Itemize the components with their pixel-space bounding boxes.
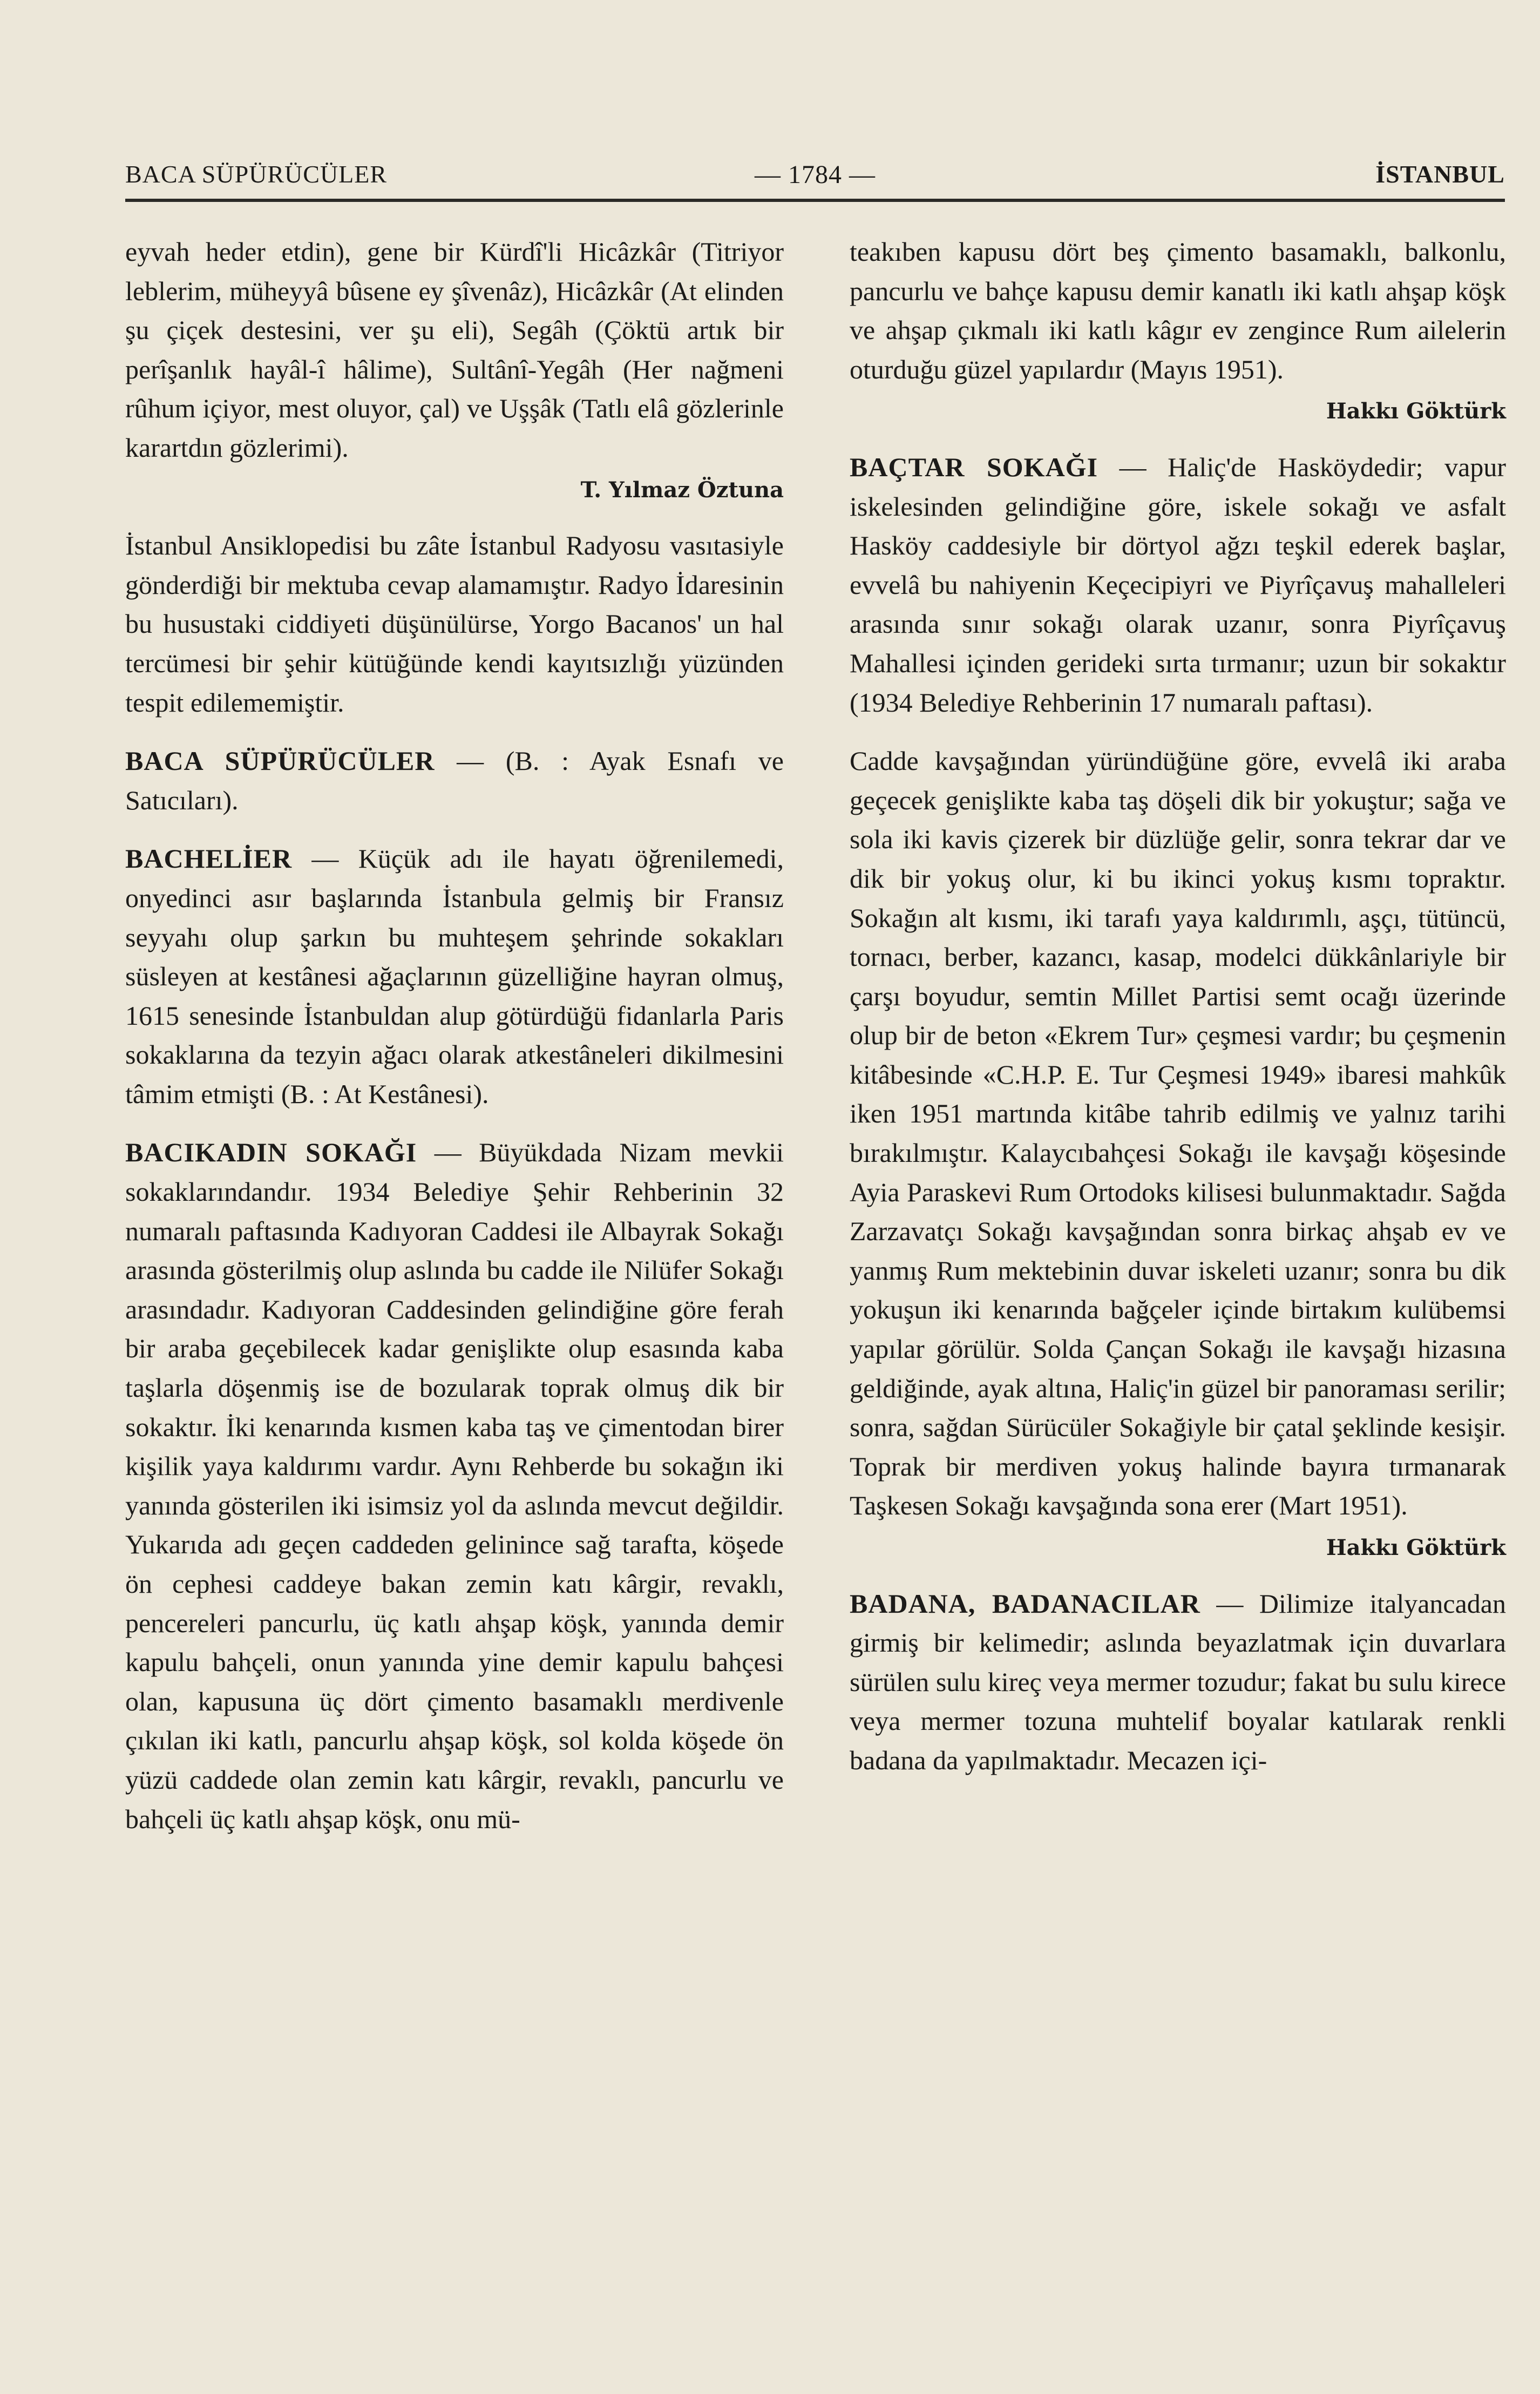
page-number: — 1784 — <box>755 160 876 189</box>
entry-headword: BACA SÜPÜRÜCÜLER <box>125 746 435 776</box>
running-header <box>125 154 1505 198</box>
entry-bactar-sokagi <box>850 448 1506 722</box>
entry-baca-supuruculer <box>125 741 784 820</box>
entry-text: — (B. : Ayak Esnafı ve Satıcıları). <box>125 746 784 815</box>
paragraph: eyvah heder etdin), gene bir Kürdî'li Hicâzkâr (Titriyor leblerim, müheyyâ bûsene ey şîvenâz), Hicâzkâr (At elinden şu çiçek destesini, ver şu eli), Segâh (Çöktü artık bir perîşanlık hayâl-î hâlime), Sultânî-Yegâh (Her nağmeni rûhum içiyor, mest oluyor, çal) ve Uşşâk (Tatlı elâ gözlerinle karartdın gözlerimi). <box>125 236 784 463</box>
author-signature: T. Yılmaz Öztuna <box>580 477 784 503</box>
author-signature: Hakkı Göktürk <box>1326 1535 1506 1560</box>
header-volume-title: İSTANBUL <box>1375 160 1505 188</box>
entry-headword: BACHELİER <box>125 843 293 874</box>
entry-bacikadin-sokagi <box>125 1133 784 1838</box>
entry-text: — Büyükdada Nizam mevkii sokaklarındandır. 1934 Belediye Şehir Rehberinin 32 numaralı paftasında Kadıyoran Caddesi ile Albayrak Sokağı arasında gösterilmiş olup aslında bu cadde ile Nilüfer Sokağı arasındadır. Kadıyoran Caddesinden gelindiğine göre ferah bir araba geçebilecek kadar genişlikte olup esasında kaba taşlarla döşenmiş ise de bozularak toprak olmuş dik bir sokaktır. İki kenarında kısmen kaba taş ve çimentodan birer kişilik yaya kaldırımı vardır. Aynı Rehberde bu sokağın iki yanında gösterilen iki isimsiz yol da aslında mevcut değildir. Yukarıda adı geçen caddeden gelinince sağ tarafta, köşede ön cephesi caddeye bakan zemin katı kârgir, revaklı, pencereleri pancurlu, üç katlı ahşap köşk, yanında demir kapulu bahçeli, onun yanında yine demir kapulu bahçesi olan, kapusuna üç dört çimento basamaklı merdivenle çıkılan iki katlı, pancurlu ahşap köşk, sol kolda köşede ön yüzü caddede olan zemin katı kârgir, revaklı, pancurlu ve bahçeli üç katlı ahşap köşk, onu mü- <box>125 1137 784 1834</box>
right-column <box>850 232 1506 1780</box>
paragraph: teakıben kapusu dört beş çimento basamaklı, balkonlu, pancurlu ve bahçe kapusu demir kanatlı iki katlı ahşap köşk ve ahşap çıkmalı iki katlı kâgır ev zengince Rum ailelerin oturduğu güzel yapılardır (Mayıs 1951). <box>850 236 1506 384</box>
paragraph: Cadde kavşağından yüründüğüne göre, evvelâ iki araba geçecek genişlikte kaba taş döşeli dik bir yokuştur; sağa ve sola iki kavis çizerek bir düzlüğe gelir, sonra tekrar dar ve dik bir yokuş olur, ki bu ikinci yokuş kısmı topraktır. Sokağın alt kısmı, iki tarafı yaya kaldırımlı, aşçı, tütüncü, tornacı, berber, kazancı, kasap, modelci dükkânlariyle bir çarşı boyudur, semtin Millet Partisi semt ocağı üzerinde olup bir de beton «Ekrem Tur» çeşmesi vardır; bu çeşmenin kitâbesinde «C.H.P. E. Tur Çeşmesi 1949» ibaresi mahkûk iken 1951 martında kitâbe tahrib edilmiş ve yalnız tarihi bırakılmıştır. Kalaycıbahçesi Sokağı ile kavşağı köşesinde Ayia Paraskevi Rum Ortodoks kilisesi bulunmaktadır. Sağda Zarzavatçı Sokağı kavşağından sonra birkaç ahşab ev ve yanmış Rum mektebinin duvar iskeleti uzanır; sonra bu dik yokuşun iki kenarında bağçeler içinde birtakım kulübemsi yapılar görülür. Solda Çançan Sokağı ile kavşağı hizasına geldiğinde, ayak altına, Haliç'in güzel bir panoraması serilir; sonra, sağdan Sürücüler Sokağiyle bir çatal şeklinde kesişir. Toprak bir merdiven yokuş halinde bayıra tırmanarak Taşkesen Sokağı kavşağında sona erer (Mart 1951). <box>850 746 1506 1521</box>
header-rule <box>125 199 1505 202</box>
entry-text: — Küçük adı ile hayatı öğrenilemedi, onyedinci asır başlarında İstanbula gelmiş bir Fransız seyyahı olup şarkın bu muhteşem şehrinde sokakları süsleyen at kestânesi ağaçlarının güzelliğine hayran olmuş, 1615 senesinde İstanbuldan alup götürdüğü fidanlarla Paris sokaklarına da tezyin ağacı olarak atkestâneleri dikilmesini tâmim etmişti (B. : At Kestânesi). <box>125 843 784 1109</box>
entry-text: — Haliç'de Hasköydedir; vapur iskelesinden gelindiğine göre, iskele sokağı ve asfalt Hasköy caddesiyle bir dörtyol ağzı teşkil ederek başlar, evvelâ bu nahiyenin Keçecipiyri ve Piyrîçavuş mahalleleri arasında sınır sokağı olarak uzanır, sonra Piyrîçavuş Mahallesi içinden gerideki sırta tırmanır; uzun bir sokaktır (1934 Belediye Rehberinin 17 numaralı paftası). <box>850 451 1506 718</box>
entry-badana <box>850 1584 1506 1780</box>
entry-bachelier <box>125 839 784 1113</box>
entry-text: — Dilimize italyancadan girmiş bir kelimedir; aslında beyazlatmak için duvarlara sürülen sulu kireç veya mermer tozudur; fakat bu sulu kirece veya mermer tozuna muhtelif boyalar katılarak renkli badana da yapılmaktadır. Mecazen içi- <box>850 1588 1506 1775</box>
entry-headword: BACIKADIN SOKAĞI <box>125 1137 417 1168</box>
entry-headword: BADANA, BADANACILAR <box>850 1588 1200 1619</box>
header-section-title: BACA SÜPÜRÜCÜLER <box>125 160 388 188</box>
author-signature: Hakkı Göktürk <box>1326 398 1506 424</box>
paragraph: İstanbul Ansiklopedisi bu zâte İstanbul Radyosu vasıtasiyle gönderdiği bir mektuba cevap alamamıştır. Radyo İdaresinin bu husustaki ciddiyeti düşünülürse, Yorgo Bacanos' un hal tercümesi bir şehir kütüğünde kendi kayıtsızlığı yüzünden tespit edilememiştir. <box>125 530 784 718</box>
entry-headword: BAÇTAR SOKAĞI <box>850 451 1098 482</box>
left-column <box>125 232 784 1838</box>
